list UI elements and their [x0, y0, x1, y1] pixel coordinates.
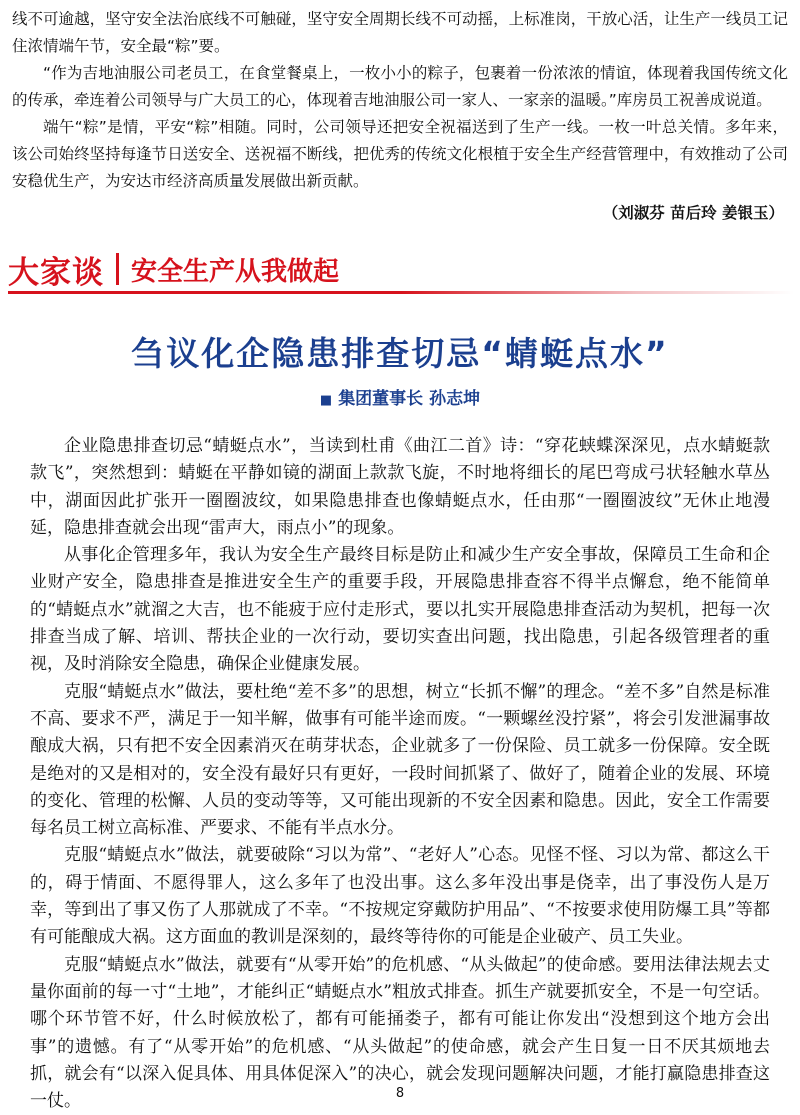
page-number: 8: [395, 1086, 405, 1101]
author-name: 集团董事长 孙志坤: [338, 389, 481, 409]
top-paragraph: 线不可逾越，坚守安全法治底线不可触碰，坚守安全周期长线不可动摇，上标准岗，干放心活，让生产一线员工记住浓情端午节，安全最“粽”要。: [12, 10, 788, 55]
body-paragraph: 克服“蜻蜓点水”做法，要杜绝“差不多”的思想，树立“长抓不懈”的理念。“差不多”自然是标准不高、要求不严，满足于一知半解，做事有可能半途而废。“一颗螺丝没拧紧”，将会引发泄漏事故酿成大祸，只有把不安全因素消灭在萌芽状态，企业就多了一份保险、员工就多一份保障。安全既是绝对的又是相对的，安全没有最好只有更好，一段时间抓紧了、做好了，随着企业的发展、环境的变化、管理的松懈、人员的变动等等，又可能出现新的不安全因素和隐患。因此，安全工作需要每名员工树立高标准、严要求、不能有半点水分。: [30, 681, 770, 839]
body-paragraph: 企业隐患排查切忌“蜻蜓点水”，当读到杜甫《曲江二首》诗：“穿花蛱蝶深深见，点水蜻蜓款款飞”，突然想到：蜻蜓在平静如镜的湖面上款款飞旋，不时地将细长的尾巴弯成弓状轻触水草丛中，湖面因此扩张开一圈圈波纹，如果隐患排查也像蜻蜓点水，任由那“一圈圈波纹”无休止地漫延，隐患排查就会出现“雷声大，雨点小”的现象。: [30, 436, 770, 538]
column-name: 大家谈: [8, 254, 104, 291]
body-paragraph: 从事化企管理多年，我认为安全生产最终目标是防止和减少生产安全事故，保障员工生命和企业财产安全，隐患排查是推进安全生产的重要手段，开展隐患排查容不得半点懈怠，绝不能简单的“蜻蜓点水”就溜之大吉，也不能疲于应付走形式，要以扎实开展隐患排查活动为契机，把每一次排查当成了解、培训、帮扶企业的一次行动，要切实查出问题，找出隐患，引起各级管理者的重视，及时消除安全隐患，确保企业健康发展。: [30, 545, 770, 675]
body-paragraph: 克服“蜻蜓点水”做法，就要有“从零开始”的危机感、“从头做起”的使命感。要用法律法规去丈量你面前的每一寸“土地”，才能纠正“蜻蜓点水”粗放式排查。抓生产就要抓安全，不是一句空话。哪个环节管不好，什么时候放松了，都有可能捅娄子，都有可能让你发出“没想到这个地方会出事”的遗憾。有了“从零开始”的危机感、“从头做起”的使命感，就会产生日复一日不厌其烦地去抓，就会有“以深入促具体、用具体促深入”的决心，就会发现问题解决问题，才能打赢隐患排查这一仗。: [30, 954, 770, 1112]
top-paragraph: “作为吉地油服公司老员工，在食堂餐桌上，一枚小小的粽子，包裹着一份浓浓的情谊，体现着我国传统文化的传承，牵连着公司领导与广大员工的心，体现着吉地油服公司一家人、一家亲的温暖。”库房员工祝善成说道。: [12, 64, 788, 109]
top-article-text: [12, 6, 788, 195]
column-divider: [116, 253, 119, 285]
column-header: [8, 247, 339, 291]
column-rule: [8, 291, 794, 294]
top-byline: （刘淑芬 苗后玲 姜银玉）: [602, 204, 784, 222]
article-body: [30, 433, 770, 1115]
body-paragraph: 克服“蜻蜓点水”做法，就要破除“习以为常”、“老好人”心态。见怪不怪、习以为常、都这么干的，碍于情面、不愿得罪人，这么多年了也没出事。这么多年没出事是侥幸，出了事没伤人是万幸，等到出了事又伤了人那就成了不幸。“不按规定穿戴防护用品”、“不按要求使用防爆工具”等都有可能酿成大祸。这方面血的教训是深刻的，最终等待你的可能是企业破产、员工失业。: [30, 845, 770, 948]
column-subtitle: 安全生产从我做起: [131, 256, 340, 287]
article-author: [0, 384, 800, 409]
author-marker-icon: ■: [319, 393, 333, 408]
top-paragraph: 端午“粽”是情，平安“粽”相随。同时，公司领导还把安全祝福送到了生产一线。一枚一叶总关情。多年来，该公司始终坚持每逢节日送安全、送祝福不断线，把优秀的传统文化根植于安全生产经营管理中，有效推动了公司安稳优生产，为安达市经济高质量发展做出新贡献。: [12, 118, 788, 190]
article-title: 刍议化企隐患排查切忌“蜻蜓点水”: [131, 334, 669, 373]
